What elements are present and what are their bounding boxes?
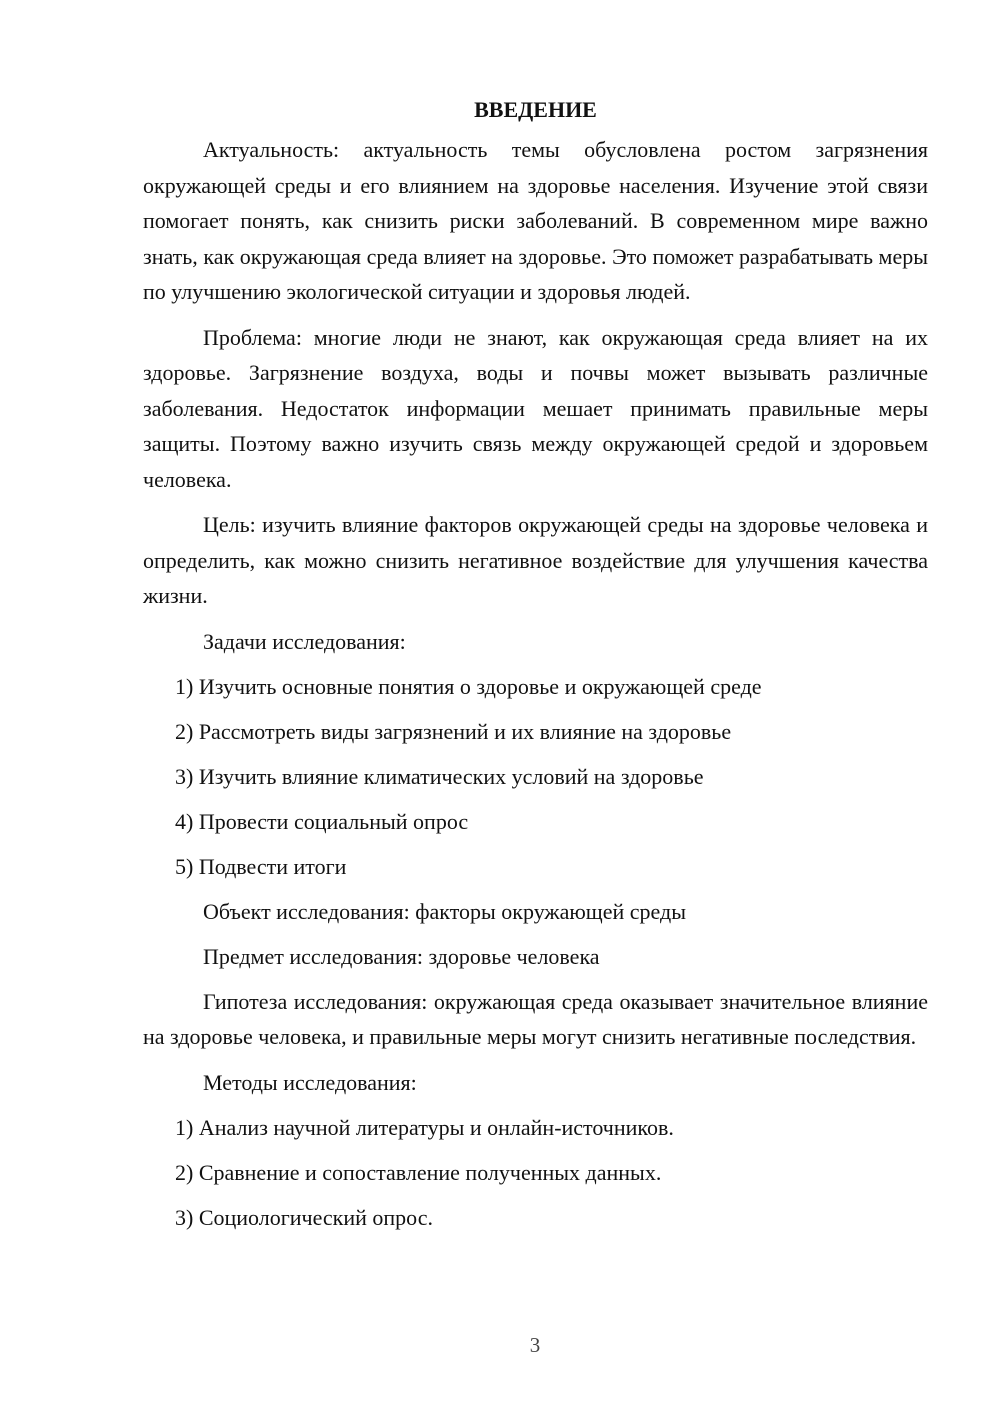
method-item: 3) Социологический опрос. (175, 1204, 433, 1230)
task-item: 1) Изучить основные понятия о здоровье и окружающей среде (175, 673, 762, 699)
research-subject: Предмет исследования: здоровье человека (203, 943, 600, 969)
methods-label: Методы исследования: (203, 1069, 417, 1095)
method-item: 1) Анализ научной литературы и онлайн-источников. (175, 1114, 674, 1140)
method-item: 2) Сравнение и сопоставление полученных данных. (175, 1159, 662, 1185)
task-item: 5) Подвести итоги (175, 853, 347, 879)
goal-paragraph: Цель: изучить влияние факторов окружающей среды на здоровье человека и определить, как можно снизить негативное воздействие для улучшения качества жизни. (143, 512, 928, 608)
research-object: Объект исследования: факторы окружающей среды (203, 898, 687, 924)
relevance-paragraph: Актуальность: актуальность темы обусловлена ростом загрязнения окружающей среды и его влиянием на здоровье населения. Изучение этой связи помогает понять, как снизить риски заболеваний. В современном мире важно знать, как окружающая среда влияет на здоровье. Это поможет разрабатывать меры по улучшению экологической ситуации и здоровья людей. (143, 137, 928, 304)
task-item: 4) Провести социальный опрос (175, 808, 469, 834)
document-page (143, 92, 928, 1245)
hypothesis-paragraph: Гипотеза исследования: окружающая среда оказывает значительное влияние на здоровье человека, и правильные меры могут снизить негативные последствия. (143, 988, 928, 1049)
tasks-label: Задачи исследования: (203, 628, 406, 654)
task-item: 2) Рассмотреть виды загрязнений и их влияние на здоровье (175, 718, 732, 744)
task-item: 3) Изучить влияние климатических условий на здоровье (175, 763, 704, 789)
section-heading: ВВЕДЕНИЕ (474, 97, 597, 122)
problem-paragraph: Проблема: многие люди не знают, как окружающая среда влияет на их здоровье. Загрязнение воздуха, воды и почвы может вызывать различные заболевания. Недостаток информации мешает принимать правильные меры защиты. Поэтому важно изучить связь между окружающей средой и здоровьем человека. (143, 324, 928, 492)
page-number: 3 (529, 1333, 541, 1357)
